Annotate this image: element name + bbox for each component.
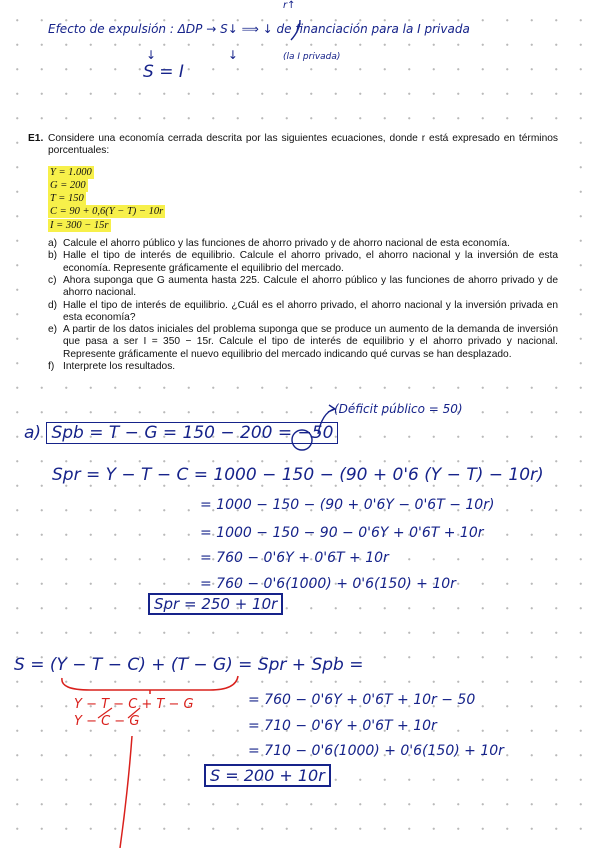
private-saving-line: Spr = Y − T − C = 1000 − 150 − (90 + 0'6 (Y − T) − 10r)	[52, 465, 544, 485]
equation-t: T = 150	[50, 193, 84, 205]
national-saving-step-2: = 760 − 0'6Y + 0'6T + 10r − 50	[248, 692, 476, 708]
equation-g: G = 200	[50, 179, 86, 191]
question-a: a) Calcule el ahorro público y las funciones de ahorro privado y de ahorro nacional de esta economía.	[48, 238, 510, 250]
question-e: e) A partir de los datos iniciales del problema suponga que se produce un aumento de la demanda de inversión que pasa a ser I = 350 − 15r. Calcule el tipo de interés de equilibrio y el ahorro privado y nacional. Represente gráficamente el nuevo equilibrio del mercado indicando qué curvas se han desplazado.	[48, 324, 558, 360]
national-saving-step-4: = 710 − 0'6(1000) + 0'6(150) + 10r	[248, 743, 504, 759]
national-saving-step-3: = 710 − 0'6Y + 0'6T + 10r	[248, 718, 437, 734]
equation-y: Y = 1.000	[50, 166, 92, 178]
red-expansion-2: Y − C − G	[74, 714, 140, 729]
red-expansion-1: Y − T − C + T − G	[74, 697, 194, 712]
public-saving-line: a) Spb = T − G = 150 − 200 = −50	[24, 423, 338, 443]
question-f: f) Interprete los resultados.	[48, 361, 176, 373]
private-saving-step-4: = 760 − 0'6Y + 0'6T + 10r	[200, 550, 389, 566]
exercise-number: E1.	[28, 133, 44, 144]
handwritten-down-arrows: ↓ ↓	[146, 48, 272, 62]
exercise-block	[28, 133, 558, 373]
private-saving-step-5: = 760 − 0'6(1000) + 0'6(150) + 10r	[200, 576, 456, 592]
question-b: b) Halle el tipo de interés de equilibrio. Calcule el ahorro privado, el ahorro nacional y la inversión de esta economía. Represente gráficamente el equilibrio del mercado.	[48, 250, 558, 274]
national-saving-line: S = (Y − T − C) + (T − G) = Spr + Spb =	[14, 655, 364, 675]
equation-list	[48, 166, 558, 232]
handwritten-r-up-arrow: r↑	[283, 0, 296, 11]
private-saving-result: Spr = 250 + 10r	[148, 595, 283, 613]
exercise-statement: Considere una economía cerrada descrita por las siguientes ecuaciones, donde r está expresado en términos porcentuales:	[48, 133, 558, 157]
question-d: d) Halle el tipo de interés de equilibrio. ¿Cuál es el ahorro privado, el ahorro nacional y la inversión privada en esta economía?	[48, 299, 558, 323]
handwritten-note-continuation: (la I privada)	[283, 52, 341, 62]
deficit-note: (Déficit público = 50)	[334, 402, 463, 416]
private-saving-step-3: = 1000 − 150 − 90 − 0'6Y + 0'6T + 10r	[200, 525, 484, 541]
equation-i: I = 300 − 15r	[50, 219, 109, 231]
national-saving-result: S = 200 + 10r	[204, 766, 331, 785]
handwritten-s-equals-i: S = I	[143, 62, 184, 82]
handwritten-note-crowding-out: Efecto de expulsión : ΔDP → S↓ ⟹ ↓ de financiación para la I privada	[48, 22, 470, 36]
top-annotation-strokes	[0, 0, 600, 130]
question-c: c) Ahora suponga que G aumenta hasta 225. Calcule el ahorro público y las funciones de ahorro privado y de ahorro nacional.	[48, 274, 558, 299]
equation-c: C = 90 + 0,6(Y − T) − 10r	[50, 206, 164, 218]
private-saving-step-2: = 1000 − 150 − (90 + 0'6Y − 0'6T − 10r)	[200, 497, 495, 513]
